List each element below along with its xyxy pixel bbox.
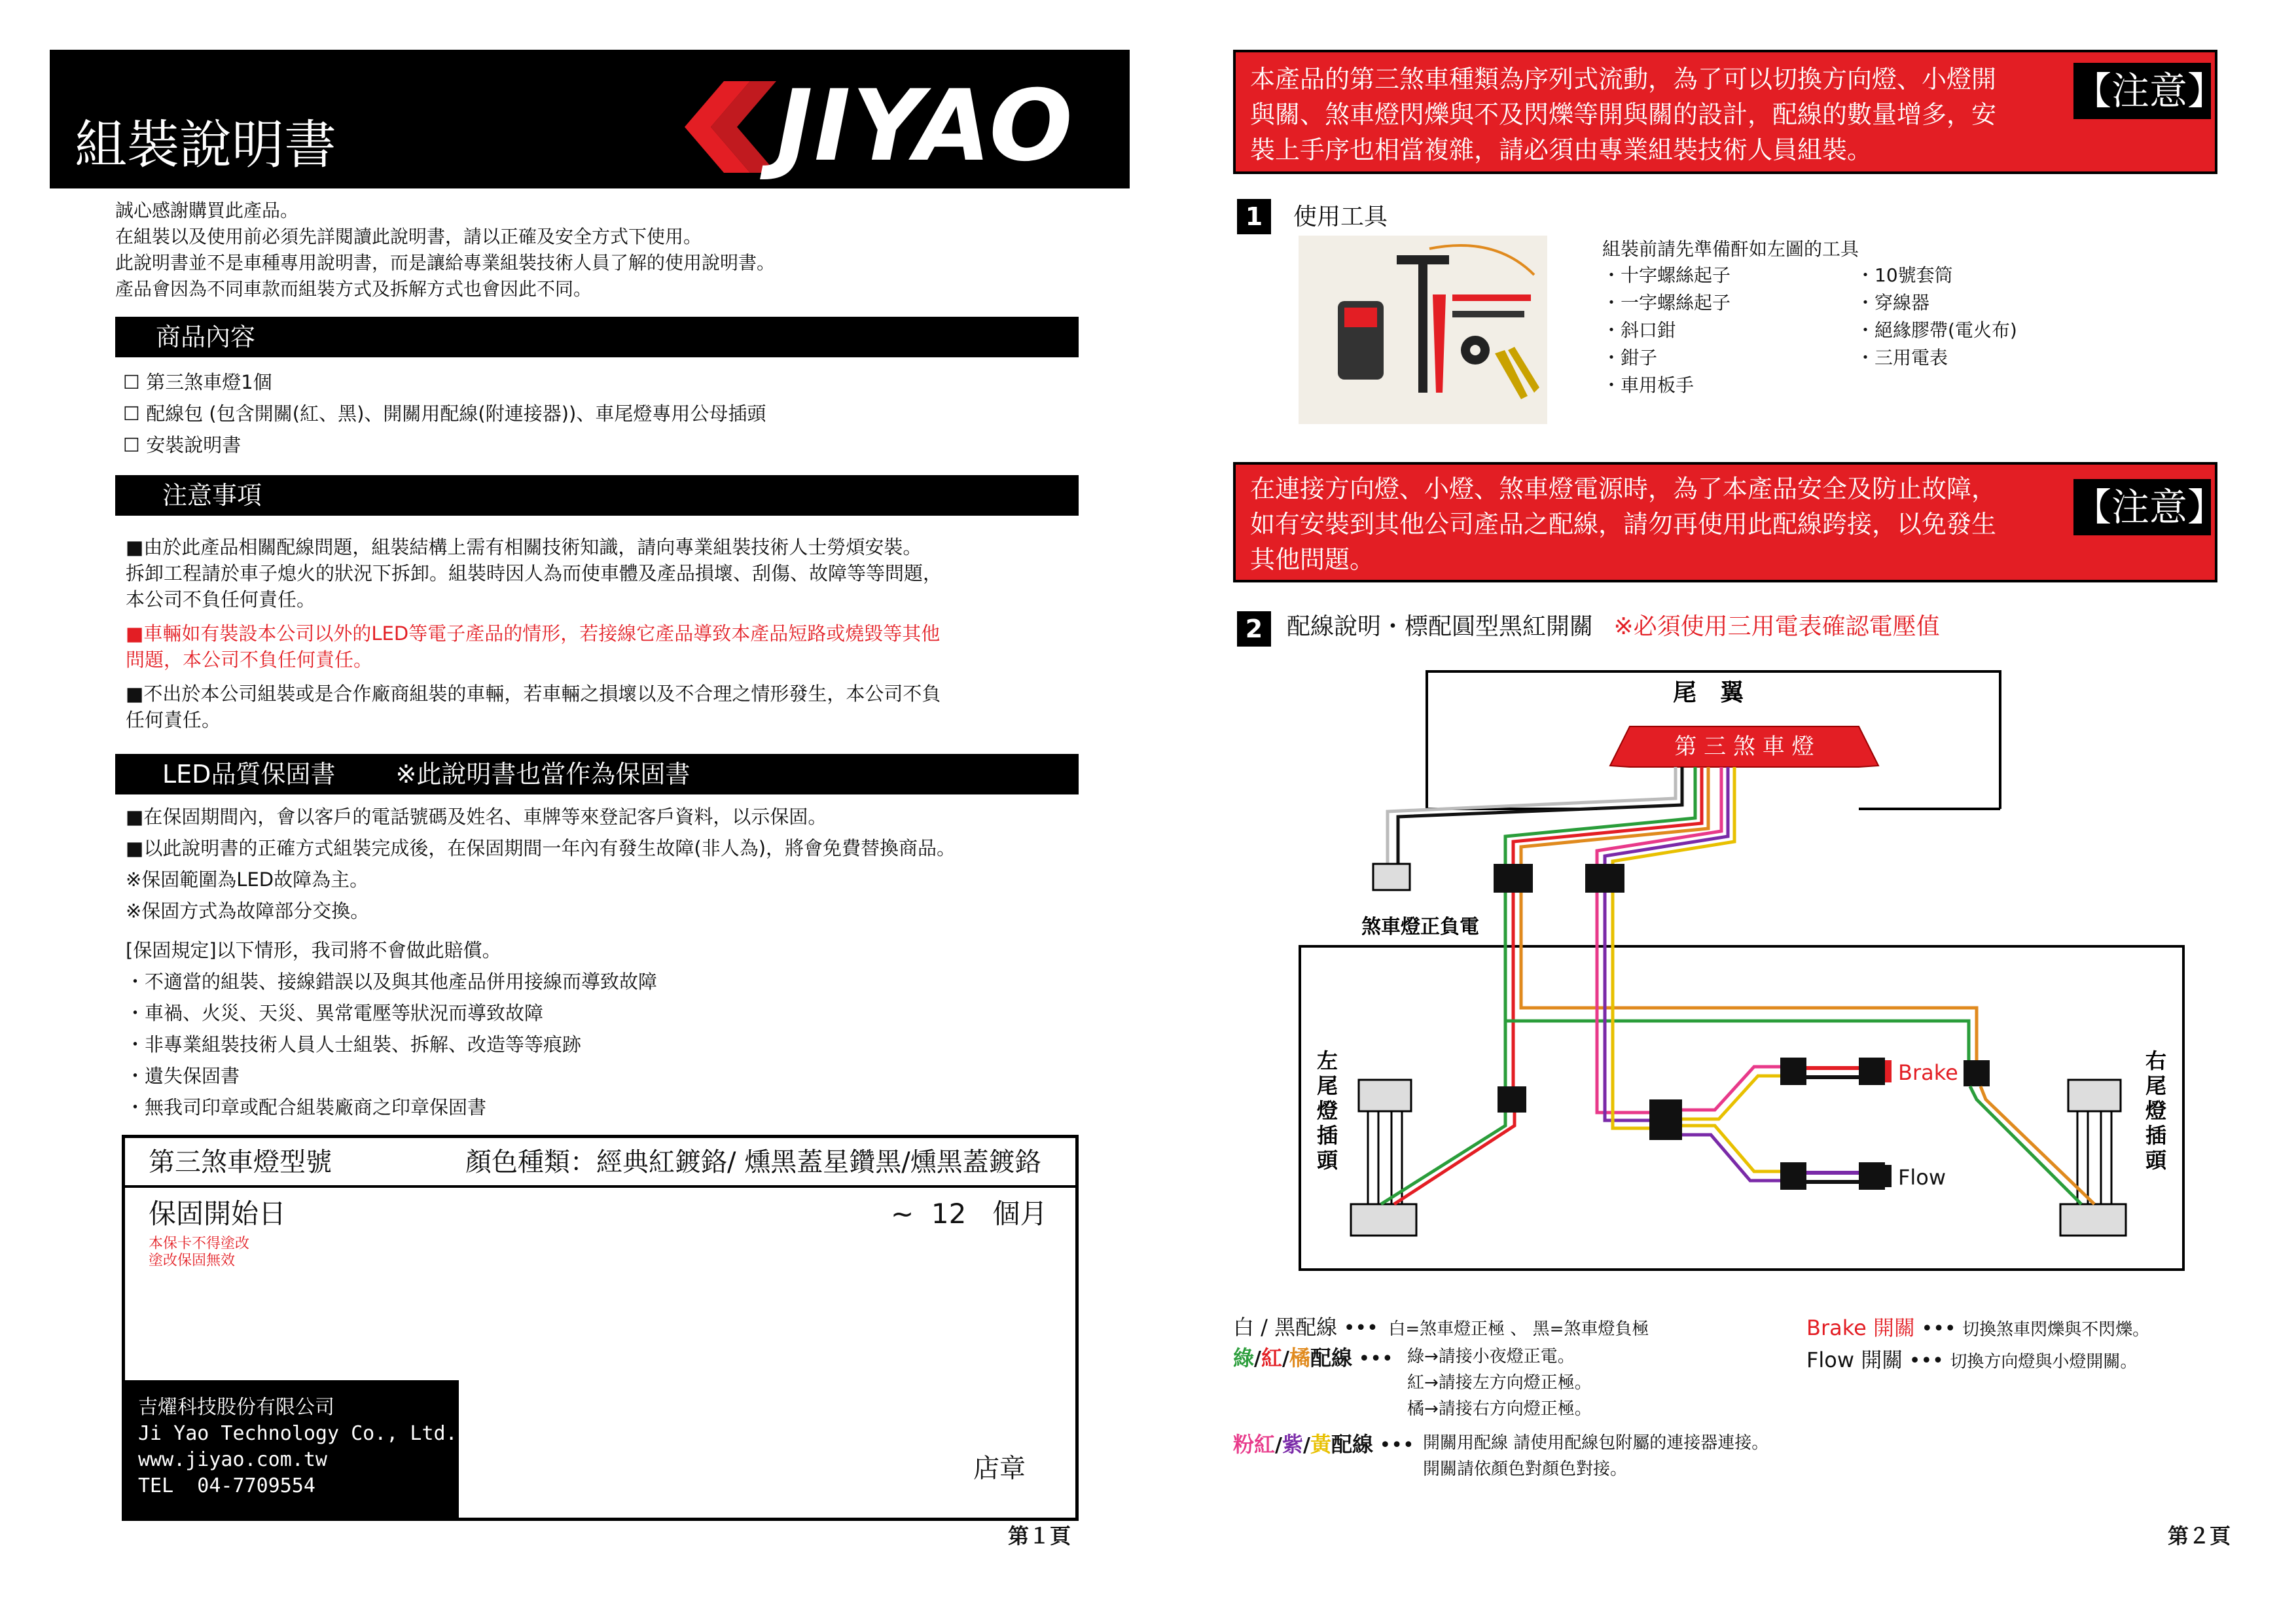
header-bar	[50, 50, 1130, 188]
brake-switch-desc: 切換煞車閃爍與不閃爍。	[1962, 1320, 2150, 1340]
notice-tag: 【注意】	[2073, 63, 2211, 119]
list-item: ・斜口鉗	[1602, 319, 1676, 341]
wiring-heading-text: 配線說明・標配圓型黑紅開關	[1287, 613, 1594, 640]
legend-desc-line: 綠→請接小夜燈正電。	[1407, 1347, 1575, 1366]
legend-orange: 橘	[1289, 1346, 1310, 1370]
warranty-line: ■以此說明書的正確方式組裝完成後，在保固期間一年內有發生故障(非人為)，將會免費替換商品。	[126, 837, 956, 859]
connector-flow	[1780, 1162, 1806, 1190]
warranty-body	[126, 801, 956, 1123]
company-tel: TEL 04-7709554	[138, 1474, 315, 1497]
legend-gro-desc	[1407, 1344, 1592, 1422]
brake-power-connector	[1373, 864, 1410, 890]
notes-line: ■由於此產品相關配線問題，組裝結構上需有相關技術知識，請向專業組裝技術人士勞煩安裝。	[126, 536, 922, 558]
list-item: ・10號套筒	[1856, 264, 1953, 286]
warranty-heading-note: ※此說明書也當作為保固書	[395, 760, 691, 789]
legend-dots: •••	[1909, 1349, 1944, 1372]
left-plug-top	[1359, 1080, 1411, 1111]
brake-switch-row	[1806, 1313, 2149, 1345]
warranty-rule: ・遺失保固書	[126, 1065, 240, 1087]
connector-left-tail	[1498, 1086, 1526, 1113]
stamp-label: 店章	[973, 1454, 1026, 1484]
legend-dots: •••	[1921, 1317, 1956, 1340]
brake-switch-label: Brake	[1898, 1060, 1958, 1085]
color-label: 顏色種類：經典紅鍍鉻/ 燻黑蓋星鑽黑/燻黑蓋鍍鉻	[465, 1147, 1041, 1177]
contents-heading	[115, 317, 1079, 357]
warranty-rule: ・無我司印章或配合組裝廠商之印章保固書	[126, 1096, 487, 1118]
list-item: ・一字螺絲起子	[1602, 292, 1731, 313]
left-plug-bottom	[1351, 1204, 1416, 1236]
page-title: 組裝說明書	[75, 115, 336, 175]
legend-purple: 紫	[1282, 1432, 1303, 1457]
connector-right-tail	[1964, 1060, 1990, 1086]
model-row	[125, 1138, 1075, 1188]
tools-list-1	[1602, 262, 1731, 399]
list-item: ・鉗子	[1602, 347, 1658, 368]
flow-switch-row	[1806, 1345, 2149, 1377]
step-number: 1	[1237, 199, 1271, 234]
vehicle-box	[1300, 946, 2183, 1270]
notice-line: 在連接方向燈、小燈、煞車燈電源時，為了本產品安全及防止故障，	[1250, 474, 1997, 503]
warranty-rule: ・不適當的組裝、接線錯誤以及與其他產品併用接線而導致故障	[126, 971, 658, 993]
legend-red: 紅	[1261, 1346, 1282, 1370]
legend-green: 綠	[1233, 1346, 1255, 1370]
lamp-label: 第 三 煞 車 燈	[1674, 734, 1814, 760]
notes-line: ■不出於本公司組裝或是合作廠商組裝的車輛，若車輛之損壞以及不合理之情形發生，本公司不負	[126, 683, 941, 705]
notice-line: 與關、煞車燈閃爍與不及閃爍等開與關的設計，配線的數量增多，安	[1250, 100, 1997, 129]
svg-text:燈: 燈	[1317, 1098, 1338, 1123]
notice-line: 本產品的第三煞車種類為序列式流動，為了可以切換方向燈、小燈開	[1250, 65, 1997, 94]
brand-chevron-icon	[678, 81, 776, 173]
legend-dots: •••	[1358, 1347, 1393, 1370]
intro-line: 在組裝以及使用前必須先詳閱讀此說明書，請以正確及安全方式下使用。	[115, 226, 702, 247]
brake-power-label: 煞車燈正負電	[1361, 916, 1479, 938]
intro-line: 誠心感謝購買此產品。	[115, 200, 299, 221]
list-item: ☐ 配線包 (包含開關(紅、黑)、開關用配線(附連接器))、車尾燈專用公母插頭	[123, 402, 766, 425]
model-label: 第三煞車燈型號	[149, 1147, 332, 1177]
legend-row-gro	[1233, 1344, 1649, 1430]
notes-heading	[115, 475, 1079, 516]
wing-label: 尾 翼	[1672, 679, 1744, 706]
svg-text:燈: 燈	[2145, 1098, 2167, 1123]
switch-legend	[1806, 1313, 2149, 1377]
legend-wb-label: 白 / 黑配線	[1233, 1315, 1338, 1340]
flow-switch-name: Flow 開關	[1806, 1347, 1903, 1372]
notes-line: 任何責任。	[126, 709, 221, 731]
contents-list	[123, 366, 766, 461]
legend-desc-line: 橘→請接右方向燈正極。	[1407, 1399, 1592, 1419]
notes-line: 本公司不負任何責任。	[126, 588, 316, 611]
flow-switch-desc: 切換方向燈與小燈開關。	[1950, 1352, 2138, 1372]
legend-sep: /	[1282, 1347, 1289, 1370]
card-note: 本保卡不得塗改	[149, 1236, 250, 1252]
legend-yellow: 黃	[1310, 1432, 1331, 1457]
connector-switch-junction	[1649, 1099, 1682, 1140]
connector-gro	[1494, 864, 1533, 893]
notice-box-2	[1233, 462, 2226, 582]
list-item: ・絕緣膠帶(電火布)	[1856, 319, 2017, 341]
warranty-rule: ・車禍、火災、天災、異常電壓等狀況而導致故障	[126, 1002, 544, 1024]
list-item: ・車用板手	[1602, 374, 1695, 396]
svg-text:插: 插	[2145, 1123, 2167, 1148]
page-number: 第１頁	[1008, 1524, 1071, 1548]
notice-tag: 【注意】	[2073, 479, 2211, 535]
flow-switch	[1859, 1162, 1885, 1190]
notes-heading-text: 注意事項	[162, 481, 262, 510]
warranty-period: ~ 12 個月	[891, 1198, 1048, 1230]
intro-line: 產品會因為不同車款而組裝方式及拆解方式也會因此不同。	[115, 278, 592, 300]
brand-logo: JIYAO	[776, 69, 1074, 183]
warranty-line: ※保固方式為故障部分交換。	[126, 900, 370, 922]
notice-line: 裝上手序也相當複雜，請必須由專業組裝技術人員組裝。	[1250, 135, 1873, 164]
svg-text:插: 插	[1317, 1123, 1338, 1148]
tools-photo	[1299, 236, 1547, 424]
legend-dots: •••	[1379, 1434, 1414, 1457]
right-plug-top	[2068, 1080, 2121, 1111]
brake-switch-name: Brake 開關	[1806, 1315, 1915, 1340]
connector-brake	[1780, 1058, 1806, 1085]
tools-heading: 使用工具	[1293, 204, 1388, 230]
legend-wb-desc: 白=煞車燈正極 、 黑=煞車燈負極	[1388, 1319, 1649, 1339]
contents-heading-text: 商品內容	[156, 323, 256, 351]
list-item: ・十字螺絲起子	[1602, 264, 1731, 286]
flow-switch-label: Flow	[1898, 1165, 1946, 1190]
right-plug-bottom	[2060, 1204, 2126, 1236]
notice-line: 其他問題。	[1250, 545, 1375, 574]
svg-text:尾: 尾	[1317, 1073, 1338, 1098]
svg-text:尾: 尾	[2145, 1073, 2167, 1098]
warranty-card	[122, 1135, 1079, 1521]
legend-pink: 粉紅	[1233, 1432, 1276, 1457]
right-plug-label: 右	[2145, 1048, 2167, 1073]
warranty-heading	[115, 754, 1079, 794]
intro-line: 此說明書並不是車種專用說明書，而是讓給專業組裝技術人員了解的使用說明書。	[115, 252, 776, 274]
step-number: 2	[1237, 611, 1271, 647]
legend-suffix: 配線	[1331, 1432, 1373, 1457]
wiring-heading-warning: ※必須使用三用電表確認電壓值	[1613, 613, 1940, 640]
notice-box-1	[1233, 50, 2226, 174]
legend-desc-line: 紅→請接左方向燈正極。	[1407, 1373, 1592, 1393]
tools-list-2	[1856, 262, 2017, 372]
company-name: 吉燿科技股份有限公司	[138, 1396, 334, 1419]
warranty-rule: ・非專業組裝技術人員人士組裝、拆解、改造等等痕跡	[126, 1033, 582, 1056]
svg-text:頭: 頭	[2145, 1148, 2167, 1173]
notes-line: 拆卸工程請於車子熄火的狀況下拆卸。組裝時因人為而使車體及產品損壞、刮傷、故障等等問題，	[126, 562, 942, 584]
legend-row-pvy	[1233, 1430, 1769, 1482]
warranty-line: ■在保固期間內，會以客戶的電話號碼及姓名、車牌等來登記客戶資料，以示保固。	[126, 806, 827, 828]
legend-suffix: 配線	[1310, 1346, 1352, 1370]
company-name-en: Ji Yao Technology Co., Ltd.	[138, 1422, 457, 1445]
notice-text	[1250, 62, 1996, 168]
page-number: 第２頁	[2168, 1524, 2231, 1548]
list-item: ・穿線器	[1856, 292, 1930, 313]
legend	[1233, 1313, 1769, 1482]
warranty-line: ※保固範圍為LED故障為主。	[126, 868, 369, 891]
notes-body	[126, 534, 942, 733]
svg-text:頭: 頭	[1317, 1148, 1338, 1173]
list-item: ☐ 安裝說明書	[123, 434, 242, 456]
legend-sep: /	[1254, 1347, 1261, 1370]
notice-text	[1250, 471, 1996, 577]
warranty-heading-text: LED品質保固書	[162, 760, 336, 789]
notice-line: 如有安裝到其他公司產品之配線，請勿再使用此配線跨接，以免發生	[1250, 510, 1997, 539]
brake-switch	[1859, 1058, 1885, 1085]
legend-sep: /	[1303, 1434, 1310, 1457]
legend-row-white-black	[1233, 1313, 1649, 1344]
legend-pvy-desc	[1423, 1430, 1768, 1482]
list-item: ☐ 第三煞車燈1個	[123, 371, 272, 393]
wiring-heading	[1287, 611, 1940, 643]
notes-line-warning: ■車輛如有裝設本公司以外的LED等電子產品的情形，若接線它產品導致本產品短路或燒毀等其他	[126, 622, 941, 645]
legend-desc-line: 開關用配線 請使用配線包附屬的連接器連接。	[1423, 1433, 1769, 1453]
wiring-diagram	[1283, 668, 2186, 1283]
intro-text	[115, 198, 775, 302]
legend-desc-line: 開關請依顏色對顏色對接。	[1423, 1459, 1628, 1479]
legend-dots: •••	[1343, 1317, 1378, 1340]
legend-sep: /	[1275, 1434, 1282, 1457]
company-url: www.jiyao.com.tw	[138, 1448, 327, 1471]
start-label: 保固開始日	[149, 1198, 287, 1230]
company-info	[125, 1380, 459, 1518]
list-item: ・三用電表	[1856, 347, 1948, 368]
warranty-rules-title: [保固規定]以下情形，我司將不會做此賠償。	[126, 939, 501, 961]
card-note: 塗改保固無效	[149, 1253, 236, 1269]
left-plug-label: 左	[1317, 1048, 1338, 1073]
notes-line-warning: 問題，本公司不負任何責任。	[126, 649, 373, 671]
tools-intro: 組裝前請先準備酐如左圖的工具	[1602, 238, 1859, 260]
connector-pvy	[1585, 864, 1624, 893]
